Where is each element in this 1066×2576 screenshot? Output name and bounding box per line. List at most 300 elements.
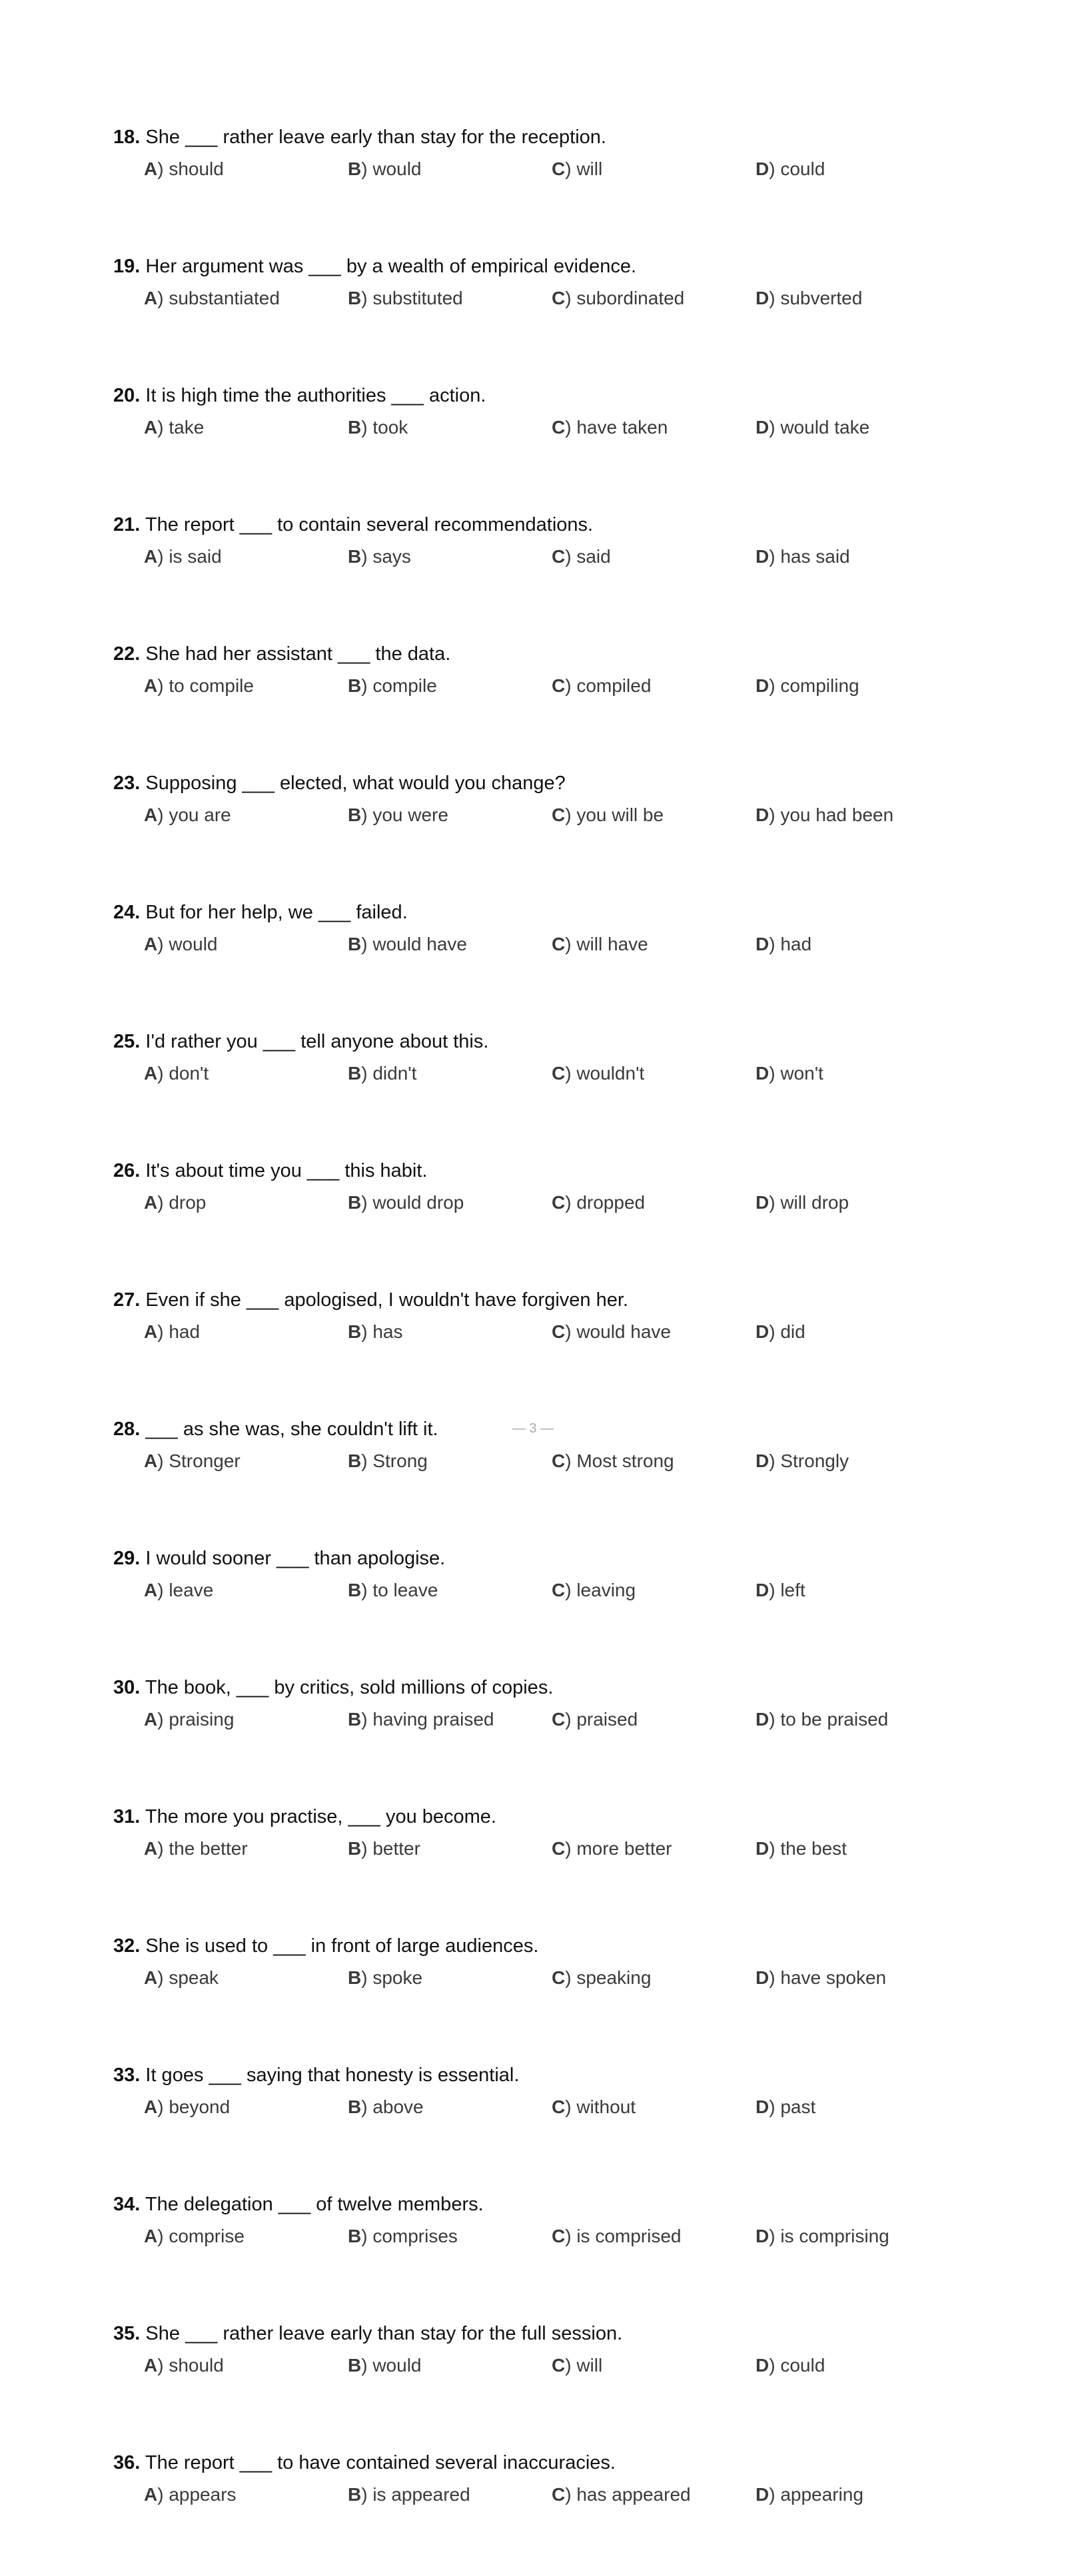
option-text: ) will have [565,934,648,954]
question-text: ___ as she was, she couldn't lift it. [145,1419,438,1440]
option-letter: B [348,159,362,179]
question-text: It is high time the authorities ___ action. [145,385,486,406]
answer-option-d [756,2479,863,2511]
answer-option-c [552,2479,691,2511]
answer-option-a [144,1962,219,1994]
option-text: ) substantiated [157,288,280,308]
option-letter: C [552,2355,566,2376]
option-text: ) took [361,417,408,438]
answer-options [113,153,979,185]
question-stem [113,121,979,153]
question-item [113,509,979,638]
question-item [113,1026,979,1155]
option-letter: B [348,2355,362,2376]
answer-options [113,1445,979,1477]
answer-option-d [756,1445,849,1477]
option-letter: D [756,1838,770,1859]
option-letter: D [756,1063,770,1084]
answer-option-d [756,153,825,185]
option-text: ) without [565,2096,636,2117]
answer-option-c [552,2350,602,2382]
answer-option-c [552,1962,651,1994]
option-letter: D [756,288,770,308]
option-text: ) dropped [565,1192,646,1213]
question-stem [113,1026,979,1058]
question-item [113,767,979,896]
question-number: 30. [113,1677,141,1698]
option-letter: B [348,1967,362,1988]
option-letter: A [144,1580,158,1600]
option-text: ) appearing [769,2484,863,2505]
answer-option-d [756,2220,889,2252]
option-letter: D [756,934,770,954]
option-text: ) the best [769,1838,847,1859]
option-letter: C [552,159,566,179]
answer-option-d [756,1316,805,1348]
answer-option-d [756,1704,888,1736]
option-letter: C [552,1580,566,1600]
answer-option-b [348,412,408,444]
option-text: ) speaking [565,1967,652,1988]
option-letter: C [552,2484,566,2505]
option-text: ) had [769,934,812,954]
option-letter: B [348,288,362,308]
question-text: She ___ rather leave early than stay for the reception. [145,127,606,148]
option-letter: A [144,805,158,825]
option-letter: B [348,675,362,696]
option-text: ) subverted [769,288,863,308]
option-letter: A [144,2484,158,2505]
question-number: 31. [113,1806,141,1827]
answer-option-b [348,1833,420,1865]
option-text: ) would [361,2355,422,2376]
answer-option-c [552,1187,645,1219]
option-text: ) comprises [361,2226,458,2246]
answer-option-a [144,1316,200,1348]
answer-option-b [348,153,422,185]
option-text: ) would have [361,934,467,954]
option-text: ) says [361,546,411,567]
question-text: The report ___ to have contained several inaccuracies. [145,2452,616,2473]
answer-option-c [552,153,602,185]
answer-option-d [756,2350,825,2382]
question-item [113,2447,979,2576]
answer-options [113,799,979,831]
answer-option-b [348,1187,464,1219]
option-letter: B [348,417,362,438]
option-text: ) comprise [157,2226,245,2246]
answer-options [113,1833,979,1865]
option-letter: A [144,2355,158,2376]
answer-option-d [756,1833,847,1865]
answer-option-d [756,541,850,573]
question-stem [113,1284,979,1316]
option-letter: C [552,417,566,438]
option-letter: C [552,1063,566,1084]
option-text: ) is comprised [565,2226,682,2246]
answer-options [113,412,979,444]
option-letter: B [348,805,362,825]
question-item [113,2188,979,2318]
question-number: 32. [113,1935,141,1957]
option-text: ) had [157,1321,201,1342]
answer-option-a [144,153,224,185]
answer-option-c [552,799,664,831]
answer-options [113,1962,979,1994]
option-letter: A [144,546,158,567]
page-number: — 3 — [512,1421,554,1436]
answer-option-b [348,670,437,702]
option-letter: B [348,546,362,567]
answer-option-a [144,412,204,444]
option-letter: B [348,1192,362,1213]
question-item [113,1542,979,1672]
option-text: ) having praised [361,1709,494,1730]
question-item [113,250,979,380]
question-item [113,1284,979,1413]
option-text: ) will [565,159,603,179]
question-text: Even if she ___ apologised, I wouldn't have forgiven her. [145,1289,628,1311]
option-letter: A [144,288,158,308]
question-number: 24. [113,902,141,923]
option-letter: C [552,1450,566,1471]
option-letter: C [552,1321,566,1342]
question-number: 29. [113,1548,141,1569]
option-text: ) above [361,2096,424,2117]
option-text: ) compiling [769,675,859,696]
answer-option-b [348,541,411,573]
option-letter: A [144,1709,158,1730]
option-text: ) compiled [565,675,652,696]
answer-option-c [552,541,611,573]
question-text: The book, ___ by critics, sold millions of copies. [145,1677,554,1698]
option-letter: B [348,1450,362,1471]
option-text: ) more better [565,1838,672,1859]
option-text: ) spoke [361,1967,423,1988]
question-text: She is used to ___ in front of large audiences. [145,1935,539,1957]
option-letter: D [756,1709,770,1730]
answer-option-a [144,1187,206,1219]
option-text: ) you are [157,805,231,825]
option-letter: B [348,1838,362,1859]
question-item [113,121,979,250]
option-text: ) have spoken [769,1967,887,1988]
option-letter: C [552,2096,566,2117]
question-stem [113,1801,979,1833]
question-stem [113,2059,979,2091]
option-letter: B [348,1063,362,1084]
question-item [113,2059,979,2188]
option-text: ) appears [157,2484,237,2505]
option-text: ) Strongly [769,1450,849,1471]
option-letter: A [144,1321,158,1342]
answer-option-d [756,1574,805,1606]
question-stem [113,638,979,670]
answer-option-b [348,1445,428,1477]
answer-option-d [756,412,869,444]
option-text: ) should [157,2355,224,2376]
answer-option-a [144,2479,237,2511]
answer-option-b [348,1574,438,1606]
option-text: ) don't [157,1063,209,1084]
option-letter: D [756,1192,770,1213]
option-letter: D [756,417,770,438]
option-text: ) compile [361,675,437,696]
option-text: ) to be praised [769,1709,889,1730]
answer-option-a [144,282,280,314]
answer-option-c [552,1058,644,1090]
option-text: ) leave [157,1580,214,1600]
question-item [113,896,979,1026]
option-letter: C [552,2226,566,2246]
option-letter: D [756,159,770,179]
option-letter: C [552,1967,566,1988]
option-text: ) speak [157,1967,219,1988]
question-number: 25. [113,1031,141,1052]
option-text: ) has [361,1321,403,1342]
option-letter: C [552,675,566,696]
question-text: Her argument was ___ by a wealth of empirical evidence. [145,256,637,277]
option-letter: A [144,1967,158,1988]
question-stem [113,509,979,541]
question-number: 18. [113,127,141,148]
option-letter: C [552,934,566,954]
question-text: The more you practise, ___ you become. [145,1806,496,1827]
question-text: The report ___ to contain several recommendations. [145,514,594,535]
option-text: ) would drop [361,1192,464,1213]
answer-option-a [144,2091,230,2123]
option-letter: D [756,2226,770,2246]
answer-option-a [144,928,218,960]
option-text: ) better [361,1838,420,1859]
answer-option-b [348,799,448,831]
option-text: ) past [769,2096,816,2117]
option-letter: D [756,1321,770,1342]
option-text: ) subordinated [565,288,685,308]
answer-option-c [552,1833,672,1865]
option-text: ) has appeared [565,2484,691,2505]
question-text: She ___ rather leave early than stay for the full session. [145,2323,623,2344]
answer-options [113,282,979,314]
answer-option-b [348,2091,424,2123]
answer-option-a [144,541,222,573]
option-text: ) would take [769,417,870,438]
answer-options [113,928,979,960]
option-text: ) beyond [157,2096,231,2117]
question-number: 33. [113,2065,141,2086]
answer-option-a [144,1574,213,1606]
option-text: ) is comprising [769,2226,889,2246]
answer-option-c [552,670,651,702]
option-text: ) to compile [157,675,254,696]
option-letter: D [756,2484,770,2505]
option-text: ) didn't [361,1063,417,1084]
option-text: ) did [769,1321,805,1342]
option-text: ) would [361,159,422,179]
answer-option-d [756,670,859,702]
option-letter: D [756,1580,770,1600]
option-text: ) would [157,934,218,954]
option-text: ) could [769,159,825,179]
option-letter: A [144,2096,158,2117]
question-item [113,1801,979,1930]
answer-option-b [348,1704,494,1736]
option-text: ) wouldn't [565,1063,645,1084]
option-letter: B [348,2096,362,2117]
option-text: ) has said [769,546,850,567]
question-stem [113,1542,979,1574]
answer-option-a [144,670,254,702]
option-letter: A [144,1192,158,1213]
answer-option-c [552,412,668,444]
option-letter: A [144,934,158,954]
question-number: 23. [113,773,141,794]
option-text: ) is appeared [361,2484,470,2505]
option-letter: C [552,1709,566,1730]
answer-option-b [348,2220,458,2252]
answer-option-a [144,1833,248,1865]
option-text: ) drop [157,1192,207,1213]
question-text: It's about time you ___ this habit. [145,1160,428,1181]
option-letter: C [552,1838,566,1859]
question-number: 26. [113,1160,141,1181]
answer-options [113,2220,979,2252]
question-item [113,380,979,509]
option-text: ) you were [361,805,448,825]
option-text: ) have taken [565,417,668,438]
question-text: She had her assistant ___ the data. [145,643,451,665]
answer-option-c [552,1316,671,1348]
answer-option-a [144,1704,234,1736]
question-number: 22. [113,643,141,665]
answer-option-c [552,1445,674,1477]
question-number: 27. [113,1289,141,1311]
option-letter: D [756,2096,770,2117]
option-letter: A [144,675,158,696]
option-letter: A [144,1450,158,1471]
option-letter: C [552,288,566,308]
answer-option-a [144,1058,209,1090]
answer-option-b [348,1058,416,1090]
option-text: ) praising [157,1709,235,1730]
option-letter: B [348,934,362,954]
answer-options [113,1058,979,1090]
answer-option-b [348,928,467,960]
question-text: I would sooner ___ than apologise. [145,1548,446,1569]
answer-option-b [348,282,463,314]
answer-options [113,2479,979,2511]
answer-option-a [144,2350,224,2382]
question-stem [113,896,979,928]
option-text: ) substituted [361,288,463,308]
answer-option-c [552,1574,636,1606]
question-number: 21. [113,514,141,535]
option-letter: B [348,2484,362,2505]
question-text: I'd rather you ___ tell anyone about this. [145,1031,489,1052]
question-stem [113,1930,979,1962]
answer-option-d [756,799,893,831]
question-item [113,1672,979,1801]
option-letter: D [756,805,770,825]
option-letter: A [144,1838,158,1859]
question-text: Supposing ___ elected, what would you change? [145,773,566,794]
option-letter: C [552,546,566,567]
option-text: ) take [157,417,205,438]
option-text: ) the better [157,1838,248,1859]
option-text: ) said [565,546,611,567]
option-letter: D [756,546,770,567]
answer-options [113,541,979,573]
answer-option-c [552,1704,638,1736]
question-number: 28. [113,1419,141,1440]
option-text: ) would have [565,1321,671,1342]
option-letter: B [348,1321,362,1342]
option-text: ) you had been [769,805,894,825]
option-text: ) Stronger [157,1450,241,1471]
question-stem [113,767,979,799]
option-text: ) praised [565,1709,638,1730]
option-letter: A [144,417,158,438]
question-item [113,638,979,767]
option-text: ) should [157,159,224,179]
question-stem [113,2318,979,2350]
option-letter: D [756,1967,770,1988]
question-stem [113,1672,979,1704]
option-letter: A [144,2226,158,2246]
answer-option-a [144,1445,241,1477]
option-letter: A [144,159,158,179]
answer-option-d [756,2091,815,2123]
answer-options [113,2091,979,2123]
option-letter: A [144,1063,158,1084]
question-stem [113,2447,979,2479]
answer-option-c [552,2091,636,2123]
answer-options [113,1704,979,1736]
answer-options [113,670,979,702]
answer-option-a [144,799,231,831]
option-text: ) won't [769,1063,823,1084]
answer-options [113,1187,979,1219]
question-item [113,1155,979,1284]
option-text: ) left [769,1580,805,1600]
answer-option-d [756,1187,849,1219]
question-stem [113,1155,979,1187]
answer-option-b [348,2479,470,2511]
question-number: 35. [113,2323,141,2344]
answer-option-d [756,1962,886,1994]
answer-option-d [756,282,862,314]
answer-option-b [348,2350,422,2382]
answer-option-c [552,928,648,960]
option-letter: D [756,2355,770,2376]
option-letter: B [348,2226,362,2246]
answer-option-d [756,1058,823,1090]
answer-option-b [348,1962,422,1994]
option-letter: B [348,1709,362,1730]
answer-option-c [552,282,684,314]
question-stem [113,250,979,282]
option-letter: C [552,805,566,825]
option-text: ) Most strong [565,1450,674,1471]
question-number: 34. [113,2194,141,2215]
option-text: ) could [769,2355,825,2376]
answer-options [113,2350,979,2382]
question-item [113,2318,979,2447]
question-number: 36. [113,2452,141,2473]
question-stem [113,2188,979,2220]
option-text: ) to leave [361,1580,438,1600]
answer-options [113,1316,979,1348]
